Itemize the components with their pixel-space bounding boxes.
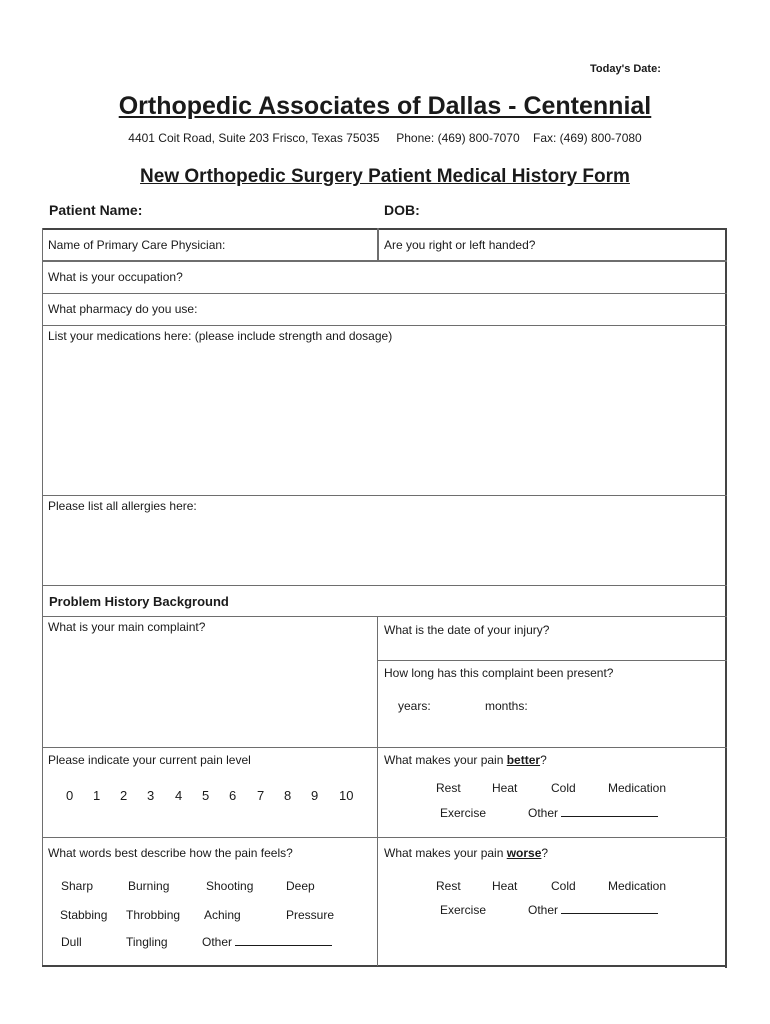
worse-exercise-option[interactable]: Exercise	[440, 903, 487, 917]
worse-medication-option[interactable]: Medication	[608, 879, 667, 893]
better-heat-option[interactable]: Heat	[492, 781, 518, 795]
worse-heat-option[interactable]: Heat	[492, 879, 518, 893]
pain-word-shooting[interactable]: Shooting	[206, 879, 254, 893]
pain-level-9[interactable]: 9	[311, 788, 319, 803]
injury-date-field[interactable]: What is the date of your injury?	[384, 623, 550, 637]
allergies-field[interactable]: Please list all allergies here:	[48, 499, 197, 513]
pain-better-question	[384, 753, 547, 767]
pain-better-suffix: ?	[540, 753, 547, 767]
years-field[interactable]: years:	[398, 699, 431, 713]
better-exercise-option[interactable]: Exercise	[440, 806, 487, 820]
pain-word-sharp[interactable]: Sharp	[61, 879, 94, 893]
better-medication-option[interactable]: Medication	[608, 781, 667, 795]
months-field[interactable]: months:	[485, 699, 528, 713]
occupation-field[interactable]: What is your occupation?	[48, 270, 183, 284]
better-other-label: Other	[528, 806, 559, 820]
pain-level-1[interactable]: 1	[93, 788, 101, 803]
worse-cold-option[interactable]: Cold	[551, 879, 576, 893]
primary-care-physician-field[interactable]: Name of Primary Care Physician:	[48, 238, 226, 252]
worse-other-label: Other	[528, 903, 559, 917]
pain-level-0[interactable]: 0	[66, 788, 74, 803]
pain-word-other[interactable]	[202, 935, 332, 949]
pain-level-label: Please indicate your current pain level	[48, 753, 251, 767]
pain-level-3[interactable]: 3	[147, 788, 155, 803]
better-rest-option[interactable]: Rest	[436, 781, 461, 795]
pain-level-10[interactable]: 10	[339, 788, 354, 803]
pain-word-throbbing[interactable]: Throbbing	[126, 908, 181, 922]
worse-other-blank[interactable]	[561, 903, 658, 914]
pain-word-other-blank[interactable]	[235, 935, 332, 946]
clinic-name: Orthopedic Associates of Dallas - Centennial	[118, 92, 652, 120]
pain-level-7[interactable]: 7	[257, 788, 265, 803]
pain-word-aching[interactable]: Aching	[204, 908, 241, 922]
medications-field[interactable]: List your medications here: (please include strength and dosage)	[48, 329, 393, 343]
pain-word-pressure[interactable]: Pressure	[286, 908, 335, 922]
pain-level-5[interactable]: 5	[202, 788, 210, 803]
clinic-address: 4401 Coit Road, Suite 203 Frisco, Texas 75035 Phone: (469) 800-7070 Fax: (469) 800-7080	[128, 131, 642, 145]
better-cold-option[interactable]: Cold	[551, 781, 576, 795]
pain-word-deep[interactable]: Deep	[286, 879, 315, 893]
pain-feel-question: What words best describe how the pain feels?	[48, 846, 293, 860]
pain-worse-word: worse	[506, 846, 542, 860]
worse-other-option[interactable]	[528, 903, 658, 917]
pain-better-word: better	[506, 753, 541, 767]
problem-history-heading: Problem History Background	[49, 594, 229, 609]
pain-worse-question	[384, 846, 548, 860]
pain-word-stabbing[interactable]: Stabbing	[60, 908, 108, 922]
patient-name-label: Patient Name:	[49, 202, 143, 218]
pain-level-2[interactable]: 2	[120, 788, 128, 803]
main-complaint-field[interactable]: What is your main complaint?	[48, 620, 206, 634]
pain-word-tingling[interactable]: Tingling	[126, 935, 168, 949]
pain-level-4[interactable]: 4	[175, 788, 183, 803]
worse-rest-option[interactable]: Rest	[436, 879, 461, 893]
pain-worse-prefix: What makes your pain	[384, 846, 507, 860]
todays-date-label: Today's Date:	[590, 63, 661, 75]
pain-worse-suffix: ?	[541, 846, 549, 860]
pain-level-6[interactable]: 6	[229, 788, 237, 803]
pain-word-other-label: Other	[202, 935, 233, 949]
form-title: New Orthopedic Surgery Patient Medical History Form	[140, 166, 630, 187]
pain-word-burning[interactable]: Burning	[128, 879, 170, 893]
pain-level-8[interactable]: 8	[284, 788, 292, 803]
better-other-option[interactable]	[528, 806, 658, 820]
pain-word-dull[interactable]: Dull	[61, 935, 82, 949]
handedness-field[interactable]: Are you right or left handed?	[384, 238, 536, 252]
duration-question: How long has this complaint been present?	[384, 666, 614, 680]
pharmacy-field[interactable]: What pharmacy do you use:	[48, 302, 198, 316]
dob-label: DOB:	[384, 202, 420, 218]
better-other-blank[interactable]	[561, 806, 658, 817]
pain-better-prefix: What makes your pain	[384, 753, 507, 767]
